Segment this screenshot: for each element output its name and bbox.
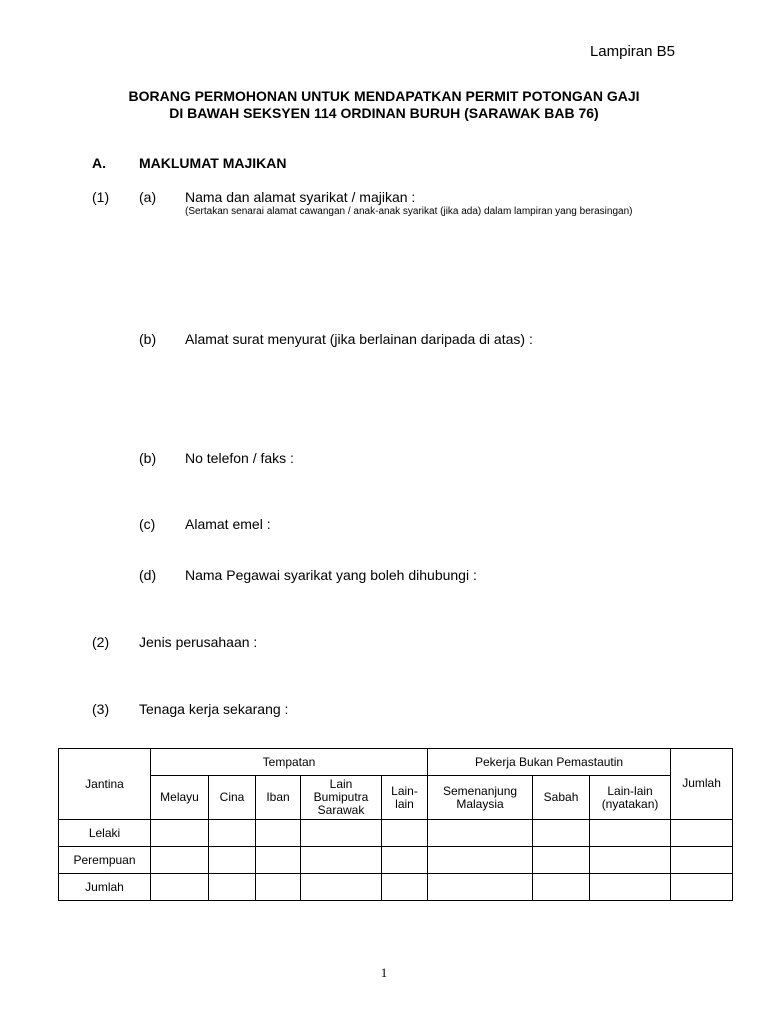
item-1-number: (1)	[92, 189, 110, 205]
col-lain-nyatakan-line-1: Lain-lain	[607, 783, 653, 798]
table-cell[interactable]	[428, 820, 533, 847]
table-cell[interactable]	[533, 820, 590, 847]
row-label-lelaki: Lelaki	[59, 820, 151, 847]
table-cell[interactable]	[671, 847, 733, 874]
table-cell[interactable]	[209, 847, 256, 874]
header-bukan-pemastautin: Pekerja Bukan Pemastautin	[428, 749, 671, 776]
table-cell[interactable]	[151, 847, 209, 874]
table-cell[interactable]	[671, 820, 733, 847]
table-cell[interactable]	[301, 874, 382, 901]
item-1a-label: Nama dan alamat syarikat / majikan :	[185, 189, 416, 205]
table-cell[interactable]	[301, 820, 382, 847]
table-cell[interactable]	[209, 820, 256, 847]
table-cell[interactable]	[209, 874, 256, 901]
col-lain-lain-line-1: Lain-	[391, 783, 418, 798]
section-a-letter: A.	[92, 155, 106, 171]
item-1b2-letter: (b)	[139, 450, 157, 466]
col-lain-lain-nyatakan	[590, 776, 671, 820]
col-iban: Iban	[256, 776, 301, 820]
col-lain-bumiputra-sarawak	[301, 776, 382, 820]
header-jantina: Jantina	[59, 749, 151, 820]
col-lain-bumiputra-line-1: Lain	[329, 777, 353, 791]
table-row	[59, 874, 733, 901]
item-1b2-label: No telefon / faks :	[185, 450, 294, 466]
page-number: 1	[380, 965, 388, 980]
table-cell[interactable]	[428, 874, 533, 901]
item-3-number: (3)	[92, 701, 110, 717]
section-a-heading: MAKLUMAT MAJIKAN	[139, 155, 287, 171]
item-1c-letter: (c)	[139, 516, 156, 532]
col-cina: Cina	[209, 776, 256, 820]
item-2-label: Jenis perusahaan :	[139, 634, 258, 650]
item-2-number: (2)	[92, 634, 110, 650]
table-cell[interactable]	[590, 874, 671, 901]
table-cell[interactable]	[382, 847, 428, 874]
table-cell[interactable]	[382, 874, 428, 901]
row-label-perempuan: Perempuan	[59, 847, 151, 874]
row-label-jumlah: Jumlah	[59, 874, 151, 901]
item-1c-label: Alamat emel :	[185, 516, 271, 532]
table-cell[interactable]	[256, 874, 301, 901]
col-lain-bumiputra-line-2: Bumiputra	[313, 790, 369, 804]
table-cell[interactable]	[533, 874, 590, 901]
item-1a-note: (Sertakan senarai alamat cawangan / anak-anak syarikat (jika ada) dalam lampiran yang berasingan)	[185, 206, 633, 217]
col-melayu: Melayu	[151, 776, 209, 820]
table-cell[interactable]	[256, 820, 301, 847]
table-cell[interactable]	[428, 847, 533, 874]
appendix-label: Lampiran B5	[589, 43, 675, 60]
col-semenanjung-malaysia	[428, 776, 533, 820]
form-title-line-1: BORANG PERMOHONAN UNTUK MENDAPATKAN PERMIT POTONGAN GAJI	[128, 88, 640, 104]
table-cell[interactable]	[533, 847, 590, 874]
table-cell[interactable]	[382, 820, 428, 847]
item-1a-letter: (a)	[139, 189, 157, 205]
item-1b-label: Alamat surat menyurat (jika berlainan daripada di atas) :	[185, 331, 533, 347]
table-row	[59, 847, 733, 874]
col-lain-nyatakan-line-2: (nyatakan)	[601, 796, 659, 811]
table-cell[interactable]	[590, 847, 671, 874]
workforce-table	[58, 748, 733, 901]
col-lain-lain-line-2: lain	[395, 796, 414, 811]
col-lain-lain	[382, 776, 428, 820]
col-sabah: Sabah	[533, 776, 590, 820]
item-3-label: Tenaga kerja sekarang :	[139, 701, 289, 717]
item-1d-label: Nama Pegawai syarikat yang boleh dihubungi :	[185, 567, 477, 583]
item-1b-letter: (b)	[139, 331, 157, 347]
table-cell[interactable]	[151, 874, 209, 901]
header-jumlah: Jumlah	[671, 749, 733, 820]
table-cell[interactable]	[590, 820, 671, 847]
table-cell[interactable]	[671, 874, 733, 901]
item-1d-letter: (d)	[139, 567, 157, 583]
form-title-line-2: DI BAWAH SEKSYEN 114 ORDINAN BURUH (SARAWAK BAB 76)	[169, 105, 599, 121]
col-lain-bumiputra-line-3: Sarawak	[317, 803, 365, 817]
col-semenanjung-line-2: Malaysia	[456, 796, 504, 811]
table-cell[interactable]	[151, 820, 209, 847]
table-cell[interactable]	[301, 847, 382, 874]
header-tempatan: Tempatan	[151, 749, 428, 776]
col-semenanjung-line-1: Semenanjung	[443, 783, 518, 798]
table-cell[interactable]	[256, 847, 301, 874]
table-row	[59, 820, 733, 847]
